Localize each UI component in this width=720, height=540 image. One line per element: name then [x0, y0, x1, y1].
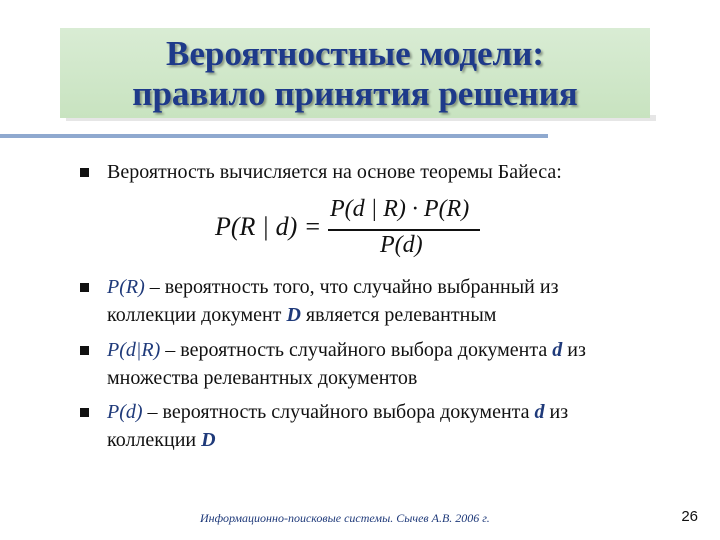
var-d: d: [552, 339, 563, 361]
formula-fraction-bar: [328, 229, 480, 231]
var-d: d: [534, 401, 545, 423]
formula-denominator: P(d): [380, 232, 423, 258]
bullet-text: [107, 273, 682, 329]
slide-title: [60, 34, 650, 114]
bullet-line2: [107, 426, 682, 454]
bullet-line1: [107, 336, 682, 364]
page-number: 26: [681, 508, 698, 525]
formula-lhs: P(R | d) =: [215, 212, 322, 241]
bullet-marker-icon: [80, 408, 89, 417]
bullet-line1-suffix: из: [562, 339, 586, 361]
slide-title-line2: правило принятия решения: [132, 74, 578, 113]
title-divider: [0, 134, 548, 138]
bullet-line1-suffix: из: [544, 401, 569, 423]
bullet-marker-icon: [80, 346, 89, 355]
var-D: D: [201, 429, 216, 451]
bullet-line2: множества релевантных документов: [107, 367, 418, 389]
bullet-line1-text: – вероятность того, что случайно выбранный из: [144, 276, 559, 298]
bullet-line2: [107, 301, 682, 329]
bullet-line2-prefix: коллекции: [107, 429, 202, 451]
bullet-marker-icon: [80, 168, 89, 177]
formula-numerator: P(d | R) · P(R): [330, 196, 470, 222]
bullet-line2-prefix: коллекции документ: [107, 304, 287, 326]
bullet-marker-icon: [80, 283, 89, 292]
slide-footer: Информационно-поисковые системы. Сычев А.В. 2006 г.: [200, 511, 490, 525]
bullet-text: [107, 398, 682, 454]
bullet-line1-prefix: – вероятность случайного выбора документа: [142, 401, 535, 423]
slide-title-line1: Вероятностные модели:: [165, 34, 545, 73]
bullet-line1-prefix: – вероятность случайного выбора документа: [160, 339, 553, 361]
term-p-r: P(R): [107, 276, 145, 298]
bullet-line1: [107, 398, 682, 426]
bullet-line1: [107, 273, 682, 301]
var-D: D: [286, 304, 301, 326]
term-p-d-r: P(d|R): [107, 339, 161, 361]
bullet-text: [107, 336, 682, 392]
bullet-line2-suffix: является релевантным: [300, 304, 497, 326]
term-p-d: P(d): [107, 401, 143, 423]
bayes-formula: [215, 196, 495, 266]
bullet-text: Вероятность вычисляется на основе теоремы Байеса:: [107, 161, 562, 183]
